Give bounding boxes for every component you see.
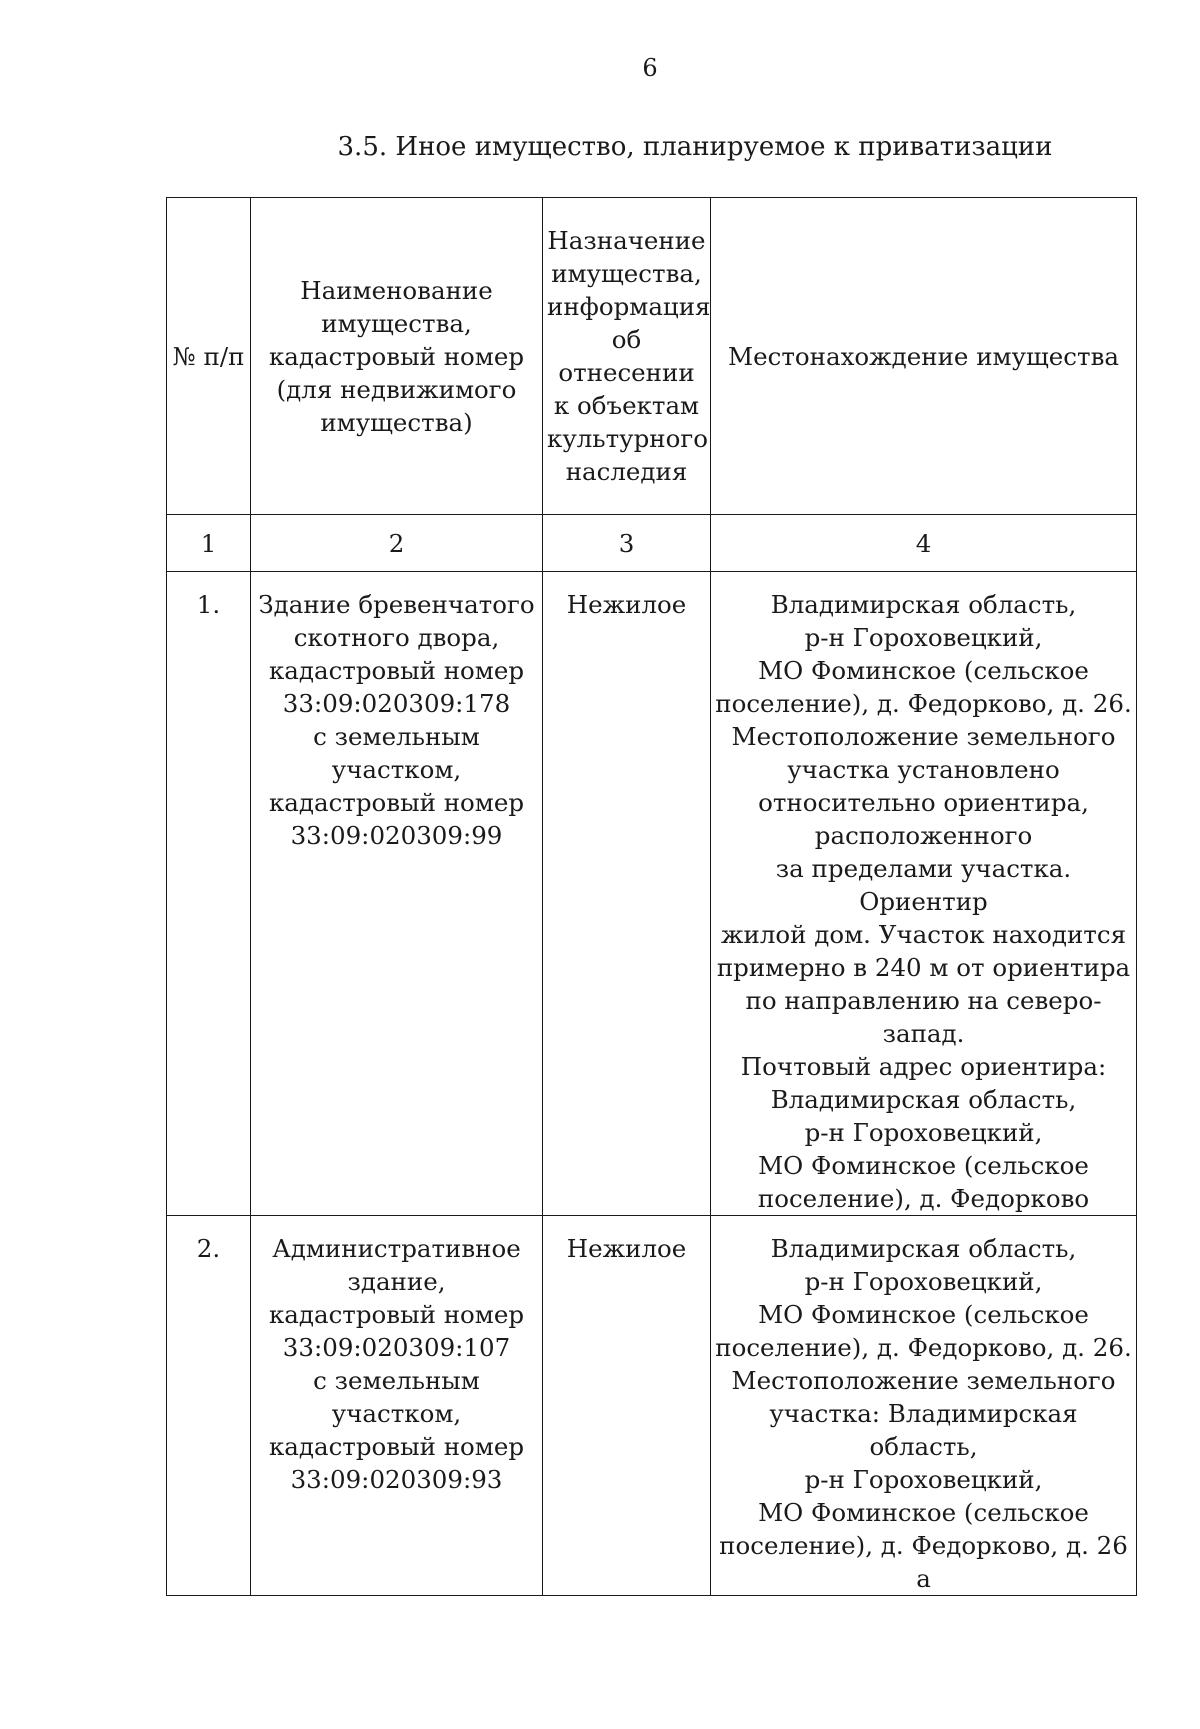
column-number: 2: [251, 515, 543, 572]
page-number: 6: [642, 54, 658, 82]
column-number: 4: [711, 515, 1137, 572]
header-number: № п/п: [167, 198, 251, 515]
header-purpose: Назначение имущества, информация об отнесении к объектам культурного наследия: [543, 198, 711, 515]
property-location: Владимирская область, р-н Гороховецкий, МО Фоминское (сельское поселение), д. Федорково, д. 26. Местоположение земельного участка: Владимирская область, р-н Гороховецкий, МО Фоминское (сельское поселение), д. Федорково, д. 26 а: [711, 1216, 1137, 1596]
row-number: 2.: [167, 1216, 251, 1596]
column-numbers-row: [167, 515, 1137, 572]
property-purpose: Нежилое: [543, 1216, 711, 1596]
property-name: Административное здание, кадастровый номер 33:09:020309:107 с земельным участком, кадастровый номер 33:09:020309:93: [251, 1216, 543, 1596]
section-title: 3.5. Иное имущество, планируемое к приватизации: [337, 132, 1053, 162]
property-name: Здание бревенчатого скотного двора, кадастровый номер 33:09:020309:178 с земельным участком, кадастровый номер 33:09:020309:99: [251, 572, 543, 1216]
table-row: [167, 1216, 1137, 1596]
row-number: 1.: [167, 572, 251, 1216]
column-number: 1: [167, 515, 251, 572]
property-table: [166, 197, 1137, 1596]
table-row: [167, 572, 1137, 1216]
table-header-row: [167, 198, 1137, 515]
column-number: 3: [543, 515, 711, 572]
header-name: Наименование имущества, кадастровый номер (для недвижимого имущества): [251, 198, 543, 515]
header-location: Местонахождение имущества: [711, 198, 1137, 515]
property-location: Владимирская область, р-н Гороховецкий, МО Фоминское (сельское поселение), д. Федорково, д. 26. Местоположение земельного участка установлено относительно ориентира, расположенного за пределами участка. Ориентир жилой дом. Участок находится примерно в 240 м от ориентира по направлению на северо-запад. Почтовый адрес ориентира: Владимирская область, р-н Гороховецкий, МО Фоминское (сельское поселение), д. Федорково: [711, 572, 1137, 1216]
property-purpose: Нежилое: [543, 572, 711, 1216]
